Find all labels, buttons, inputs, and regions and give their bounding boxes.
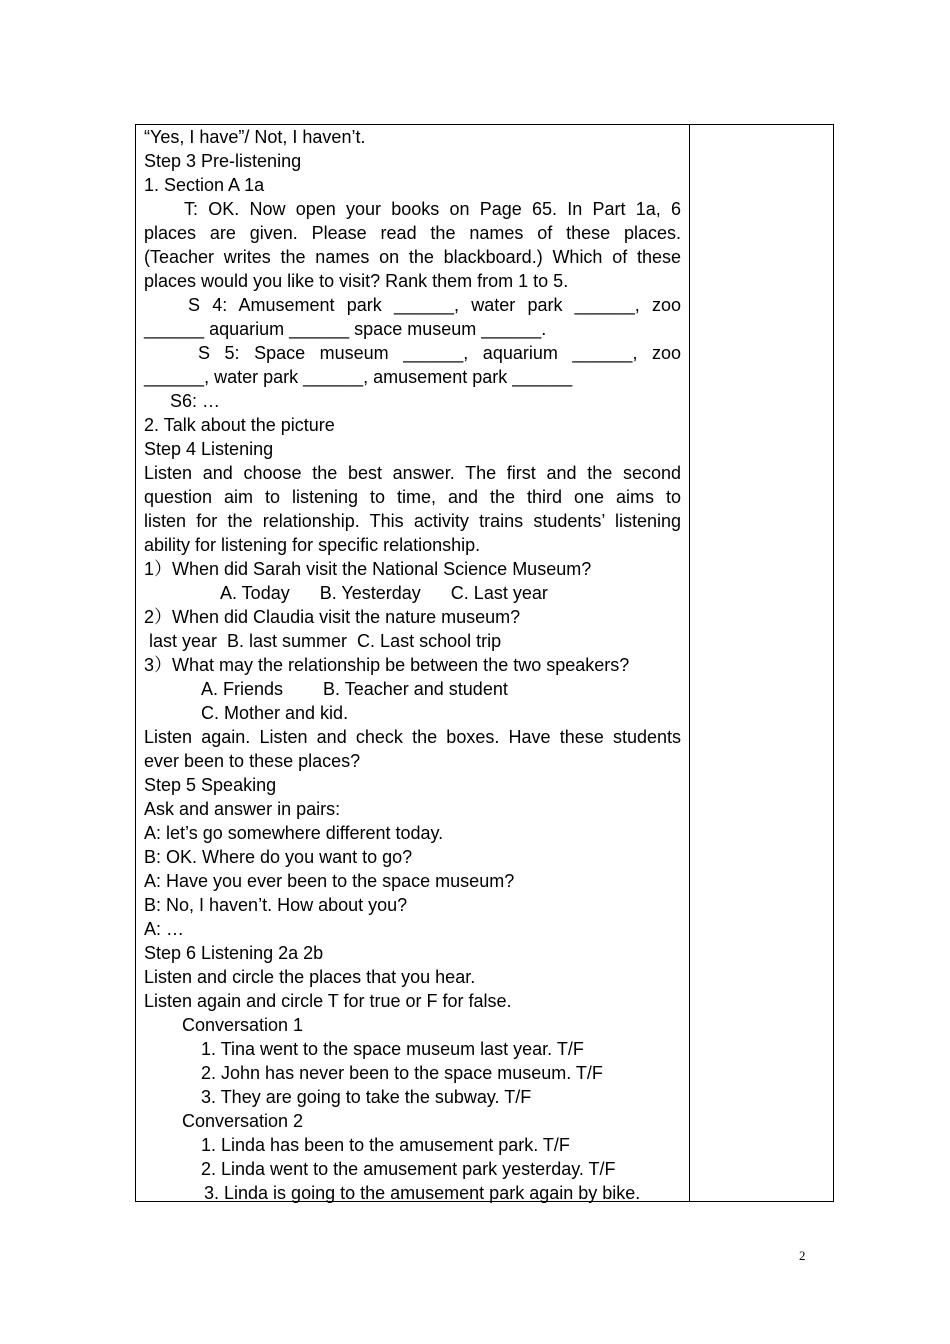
paragraph-line: ever been to these places? xyxy=(144,751,361,771)
answer-options: A. Today B. Yesterday C. Last year xyxy=(220,583,548,603)
true-false-item: 3. Linda is going to the amusement park again by bike. xyxy=(204,1183,641,1203)
paragraph-line: places would you like to visit? Rank them from 1 to 5. xyxy=(144,271,569,291)
answer-options: C. Mother and kid. xyxy=(201,703,349,723)
question-line: 3）What may the relationship be between the two speakers? xyxy=(144,655,630,675)
step-heading: Step 5 Speaking xyxy=(144,775,277,795)
conversation-heading: Conversation 1 xyxy=(182,1015,304,1035)
dialogue-line: A: let’s go somewhere different today. xyxy=(144,823,444,843)
lesson-table xyxy=(135,124,834,1202)
paragraph-line: T: OK. Now open your books on Page 65. In Part 1a, 6 xyxy=(184,199,681,219)
paragraph-line: Listen again. Listen and check the boxes. Have these students xyxy=(144,727,681,747)
lesson-content-cell xyxy=(144,125,681,1205)
question-line: 1）When did Sarah visit the National Science Museum? xyxy=(144,559,592,579)
dialogue-line: A: … xyxy=(144,919,185,939)
text-line: 2. Talk about the picture xyxy=(144,415,335,435)
dialogue-line: B: OK. Where do you want to go? xyxy=(144,847,413,867)
step-heading: Step 6 Listening 2a 2b xyxy=(144,943,324,963)
text-line: Listen and circle the places that you hear. xyxy=(144,967,476,987)
answer-options: last year B. last summer C. Last school trip xyxy=(149,631,502,651)
paragraph-line: places are given. Please read the names of these places. xyxy=(144,223,681,243)
paragraph-line: ______, water park ______, amusement park ______ xyxy=(144,367,573,387)
true-false-item: 1. Tina went to the space museum last year. T/F xyxy=(201,1039,584,1059)
true-false-item: 1. Linda has been to the amusement park. T/F xyxy=(201,1135,570,1155)
paragraph-line: listen for the relationship. This activity trains students’ listening xyxy=(144,511,681,531)
dialogue-line: B: No, I haven’t. How about you? xyxy=(144,895,408,915)
text-line: “Yes, I have”/ Not, I haven’t. xyxy=(144,127,366,147)
paragraph-line: Listen and choose the best answer. The first and the second xyxy=(144,463,681,483)
dialogue-line: A: Have you ever been to the space museum? xyxy=(144,871,515,891)
text-line: S6: … xyxy=(170,391,221,411)
question-line: 2）When did Claudia visit the nature museum? xyxy=(144,607,521,627)
true-false-item: 2. Linda went to the amusement park yesterday. T/F xyxy=(201,1159,616,1179)
paragraph-line: ______ aquarium ______ space museum ______. xyxy=(144,319,547,339)
true-false-item: 3. They are going to take the subway. T/F xyxy=(201,1087,532,1107)
column-divider xyxy=(689,125,690,1201)
text-line: Ask and answer in pairs: xyxy=(144,799,341,819)
text-line: Listen again and circle T for true or F for false. xyxy=(144,991,512,1011)
step-heading: Step 3 Pre-listening xyxy=(144,151,302,171)
conversation-heading: Conversation 2 xyxy=(182,1111,304,1131)
paragraph-line: S 5: Space museum ______, aquarium ______, zoo xyxy=(198,343,681,363)
step-heading: Step 4 Listening xyxy=(144,439,274,459)
text-line: 1. Section A 1a xyxy=(144,175,265,195)
paragraph-line: (Teacher writes the names on the blackboard.) Which of these xyxy=(144,247,681,267)
paragraph-line: S 4: Amusement park ______, water park ______, zoo xyxy=(188,295,681,315)
page-number: 2 xyxy=(799,1248,806,1263)
paragraph-line: question aim to listening to time, and the third one aims to xyxy=(144,487,681,507)
true-false-item: 2. John has never been to the space museum. T/F xyxy=(201,1063,603,1083)
paragraph-line: ability for listening for specific relationship. xyxy=(144,535,481,555)
answer-options: A. Friends B. Teacher and student xyxy=(201,679,508,699)
